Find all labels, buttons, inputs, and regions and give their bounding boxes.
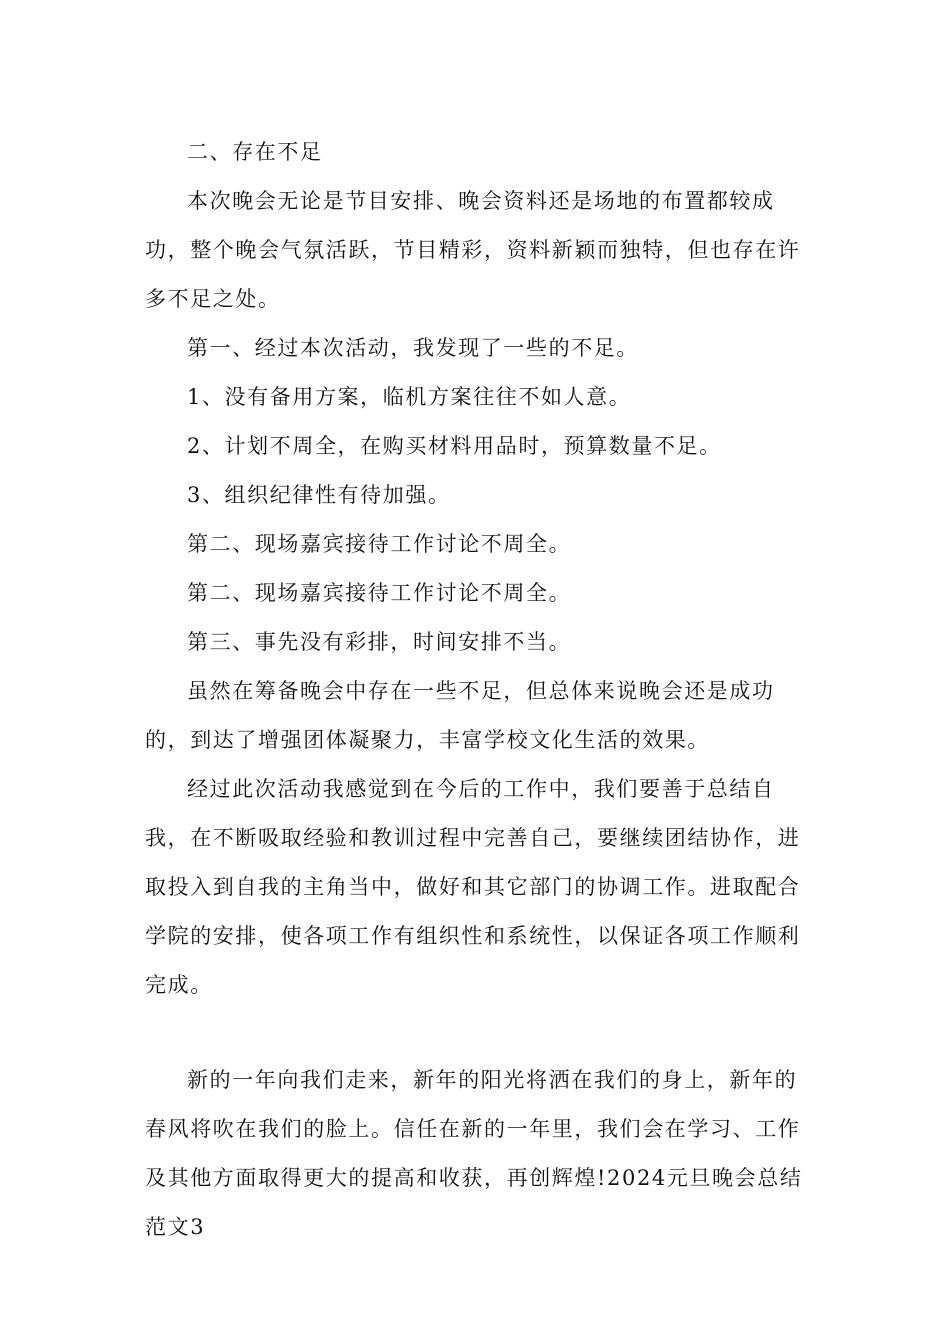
list-item: 2、计划不周全，在购买材料用品时，预算数量不足。 (187, 434, 722, 458)
paragraph: 虽然在筹备晚会中存在一些不足，但总体来说晚会还是成功的，到达了增强团体凝聚力，丰富学校文化生活的效果。 (145, 679, 775, 752)
list-item: 3、组织纪律性有待加强。 (187, 483, 451, 507)
paragraph: 新的一年向我们走来，新年的阳光将洒在我们的身上，新年的春风将吹在我们的脸上。信任在新的一年里，我们会在学习、工作及其他方面取得更大的提高和收获，再创辉煌!2024元旦晚会总结范文3 (145, 1068, 803, 1239)
paragraph: 第一、经过本次活动，我发现了一些的不足。 (187, 336, 639, 360)
paragraph: 第二、现场嘉宾接待工作讨论不周全。 (187, 532, 572, 556)
section-heading: 二、存在不足 (187, 140, 323, 164)
document-body (145, 128, 817, 1252)
list-item: 1、没有备用方案，临机方案往往不如人意。 (187, 385, 632, 409)
paragraph-spacer (145, 1010, 817, 1056)
paragraph: 第二、现场嘉宾接待工作讨论不周全。 (187, 581, 572, 605)
paragraph: 本次晚会无论是节目安排、晚会资料还是场地的布置都较成功，整个晚会气氛活跃，节目精彩，资料新颖而独特，但也存在许多不足之处。 (145, 189, 801, 311)
paragraph: 经过此次活动我感觉到在今后的工作中，我们要善于总结自我，在不断吸取经验和教训过程中完善自己，要继续团结协作，进取投入到自我的主角当中，做好和其它部门的协调工作。进取配合学院的安排，使各项工作有组织性和系统性，以保证各项工作顺利完成。 (145, 777, 801, 997)
paragraph: 第三、事先没有彩排，时间安排不当。 (187, 630, 572, 654)
